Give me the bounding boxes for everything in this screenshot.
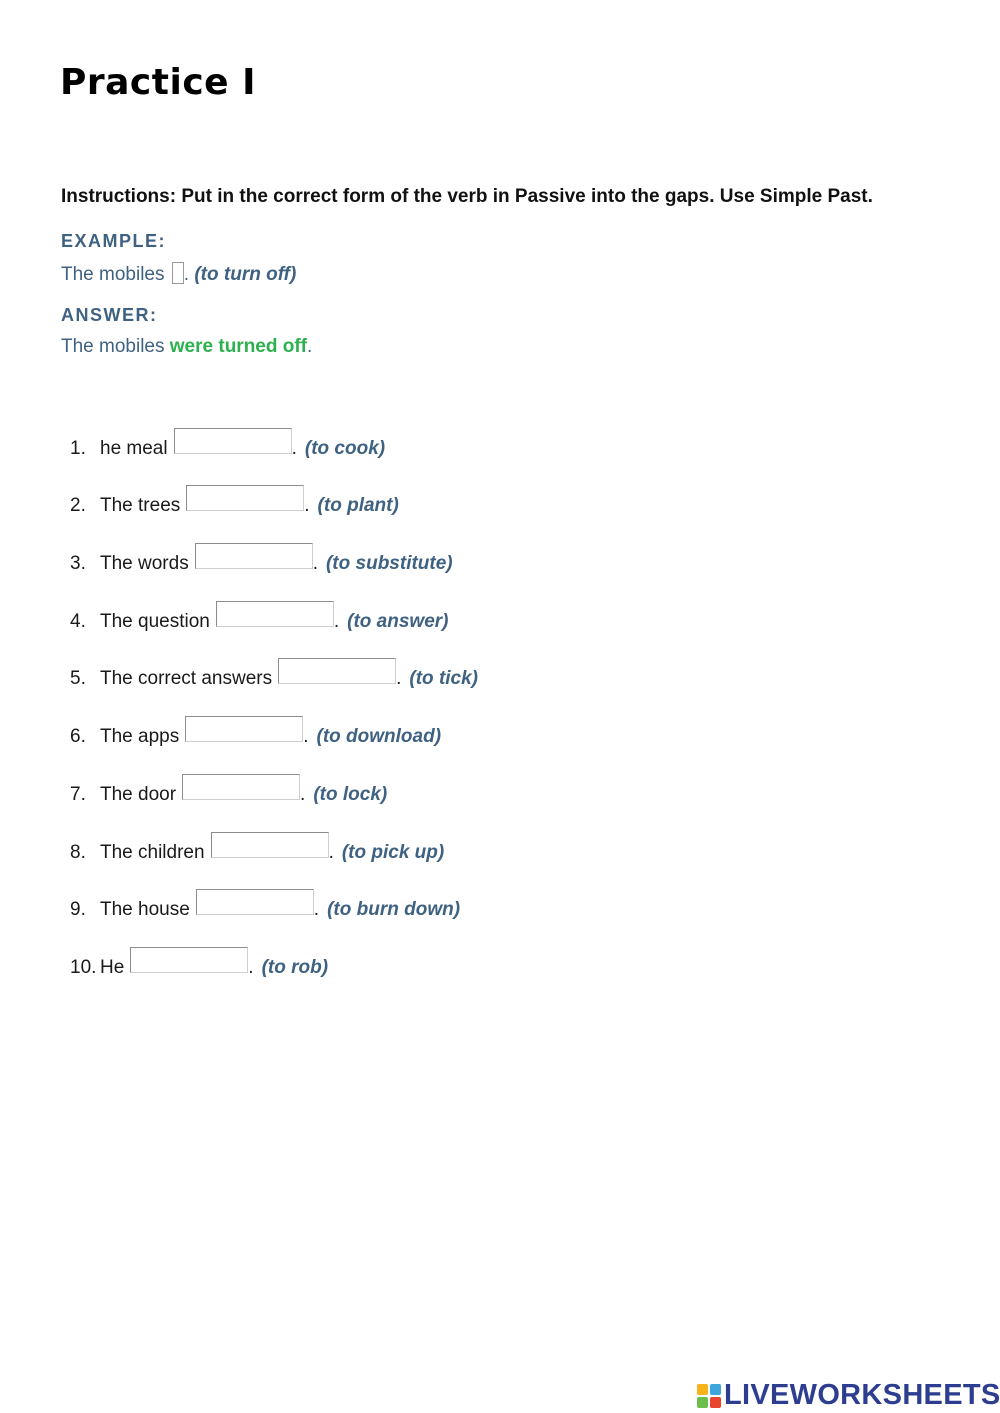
item-period: . — [300, 784, 306, 805]
item-subject: The door — [100, 784, 177, 805]
item-subject: The trees — [100, 495, 181, 516]
item-hint: (to burn down) — [327, 899, 461, 920]
item-hint: (to substitute) — [325, 553, 453, 574]
example-sentence — [61, 262, 296, 286]
answer-text: were turned off — [169, 336, 308, 357]
answer-input[interactable] — [195, 543, 313, 569]
item-period: . — [248, 957, 254, 978]
item-number: 9. — [70, 899, 86, 920]
item-period: . — [313, 899, 320, 920]
answer-input[interactable] — [278, 658, 396, 684]
example-hint: (to turn off) — [194, 264, 297, 285]
answer-input[interactable] — [196, 889, 314, 915]
item-subject: He — [100, 957, 125, 978]
item-subject: The children — [100, 842, 205, 863]
exercise-item — [70, 776, 387, 806]
item-hint: (to lock) — [313, 784, 388, 805]
item-hint: (to pick up) — [341, 842, 445, 863]
example-gap — [172, 262, 184, 284]
item-subject: The correct answers — [100, 668, 273, 689]
answer-label: ANSWER: — [61, 305, 158, 325]
item-number: 4. — [70, 611, 86, 632]
exercise-item — [70, 660, 478, 690]
answer-input[interactable] — [130, 947, 248, 973]
exercise-item — [70, 891, 460, 921]
item-period: . — [333, 611, 340, 632]
item-hint: (to download) — [316, 726, 442, 747]
item-period: . — [312, 553, 318, 574]
answer-period: . — [307, 336, 313, 357]
logo-square-4 — [710, 1397, 721, 1408]
item-subject: The words — [100, 553, 189, 574]
item-hint: (to cook) — [304, 438, 386, 459]
example-label: EXAMPLE: — [61, 231, 167, 251]
answer-input[interactable] — [216, 601, 334, 627]
item-number: 7. — [70, 784, 86, 805]
item-period: . — [304, 495, 310, 516]
exercise-item — [70, 718, 441, 748]
item-hint: (to answer) — [347, 611, 449, 632]
item-period: . — [396, 668, 402, 689]
item-number: 8. — [70, 842, 86, 863]
item-subject: The house — [100, 899, 190, 920]
item-number: 6. — [70, 726, 86, 747]
example-subject: The mobiles — [61, 264, 165, 285]
exercise-item — [70, 949, 328, 979]
answer-input[interactable] — [174, 428, 292, 454]
item-period: . — [291, 438, 297, 459]
answer-sentence — [61, 336, 312, 358]
logo-square-2 — [710, 1384, 721, 1395]
item-period: . — [303, 726, 309, 747]
item-number: 10. — [70, 957, 97, 978]
logo-square-3 — [697, 1397, 708, 1408]
answer-input[interactable] — [186, 485, 304, 511]
item-number: 1. — [70, 438, 86, 459]
item-subject: The question — [100, 611, 210, 632]
item-hint: (to plant) — [317, 495, 399, 516]
liveworksheets-logo[interactable] — [697, 1379, 1000, 1412]
example-period: . — [183, 264, 190, 285]
answer-subject: The mobiles — [61, 336, 165, 357]
answer-input[interactable] — [211, 832, 329, 858]
exercise-item — [70, 545, 453, 575]
item-hint: (to tick) — [409, 668, 479, 689]
item-number: 3. — [70, 553, 86, 574]
liveworksheets-logo-icon — [697, 1384, 721, 1408]
page-title: Practice I — [60, 62, 257, 103]
item-subject: he meal — [100, 438, 168, 459]
logo-text: LIVEWORKSHEETS — [724, 1379, 1000, 1411]
instructions-text: Instructions: Put in the correct form of the verb in Passive into the gaps. Use Simple Past. — [61, 186, 873, 207]
answer-input[interactable] — [182, 774, 300, 800]
exercise-item — [70, 430, 385, 460]
exercise-item — [70, 834, 444, 864]
item-hint: (to rob) — [261, 957, 329, 978]
item-number: 5. — [70, 668, 86, 689]
logo-square-1 — [697, 1384, 708, 1395]
answer-input[interactable] — [185, 716, 303, 742]
exercise-item — [70, 487, 399, 517]
exercise-item — [70, 603, 449, 633]
item-number: 2. — [70, 495, 86, 516]
item-subject: The apps — [100, 726, 180, 747]
item-period: . — [328, 842, 334, 863]
